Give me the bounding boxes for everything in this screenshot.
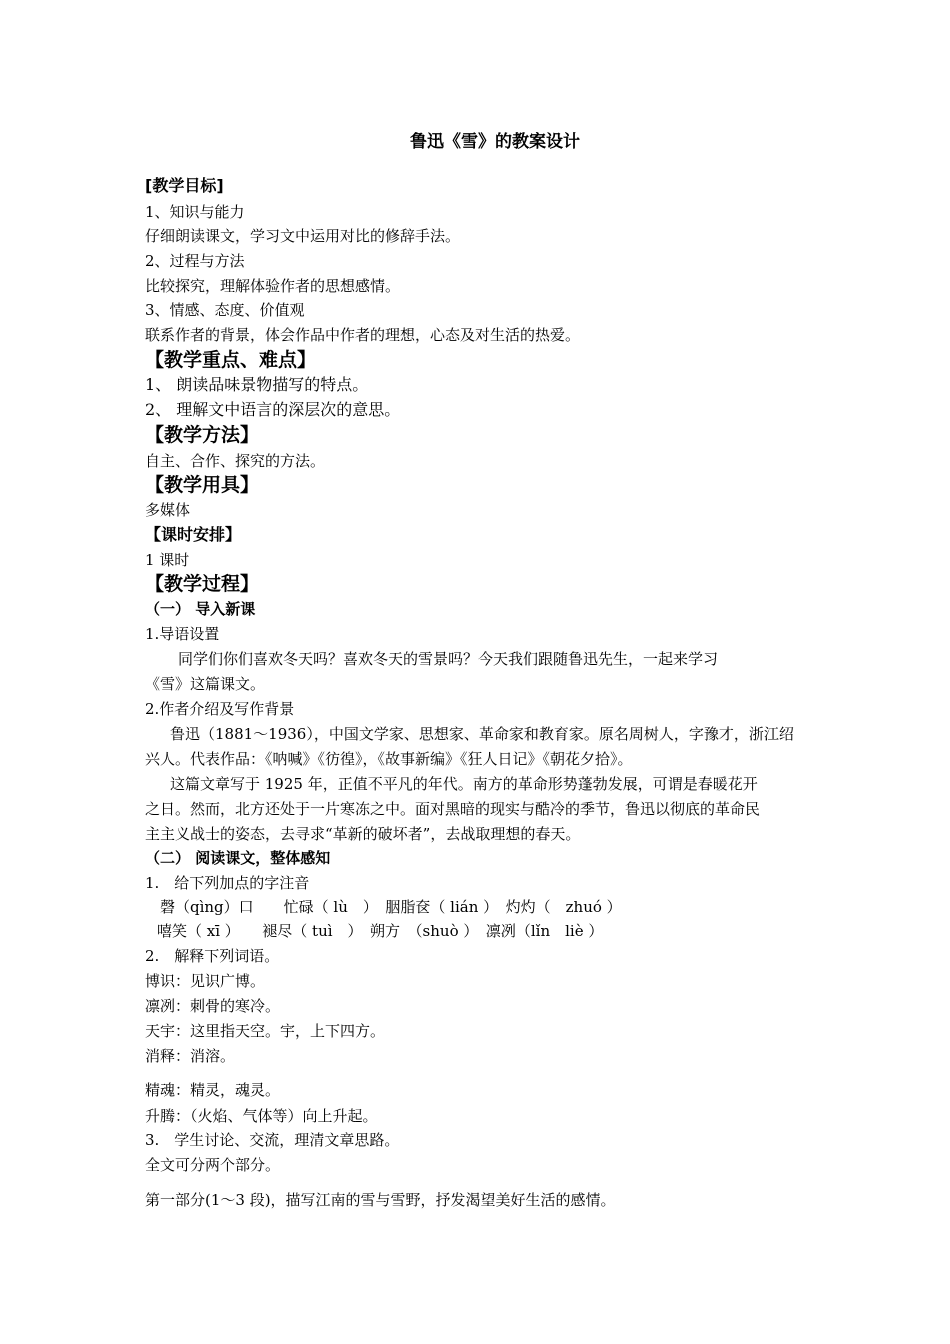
tools-text: 多媒体 [145, 501, 191, 519]
question-1: 1. 给下列加点的字注音 [145, 874, 310, 892]
keypoint-1: 1、 朗读品味景物描写的特点。 [145, 375, 369, 394]
background-line-3: 主主义战士的姿态，去寻求“革新的破坏者”，去战取理想的春天。 [145, 825, 581, 843]
intro-line-1: 同学们你们喜欢冬天吗？喜欢冬天的雪景吗？今天我们跟随鲁迅先生，一起来学习 [178, 650, 719, 668]
objective-label-1: 1、知识与能力 [145, 203, 245, 221]
objective-label-3: 3、情感、态度、价值观 [145, 301, 305, 319]
schedule-heading: 【课时安排】 [145, 525, 242, 544]
part1-sub2: 2.作者介绍及写作背景 [145, 700, 295, 718]
definition-3: 天宇：这里指天空。宇，上下四方。 [145, 1022, 386, 1040]
keypoint-2: 2、 理解文中语言的深层次的意思。 [145, 400, 401, 419]
definition-5: 精魂：精灵，魂灵。 [145, 1081, 281, 1099]
intro-line-2: 《雪》这篇课文。 [145, 675, 266, 693]
keypoints-heading: 【教学重点、难点】 [145, 349, 317, 371]
part-one-summary: 第一部分(1～3 段)，描写江南的雪与雪野，抒发渴望美好生活的感情。 [145, 1191, 616, 1209]
definition-4: 消释：消溶。 [145, 1047, 236, 1065]
tools-heading: 【教学用具】 [145, 474, 260, 496]
objective-text-3: 联系作者的背景，体会作品中作者的理想，心态及对生活的热爱。 [145, 326, 581, 344]
part1-sub1: 1.导语设置 [145, 625, 220, 643]
question-2: 2. 解释下列词语。 [145, 947, 280, 965]
part1-heading: （一） 导入新课 [145, 600, 256, 618]
definition-1: 博识：见识广博。 [145, 972, 266, 990]
document-title: 鲁迅《雪》的教案设计 [410, 132, 580, 152]
author-line-2: 兴人。代表作品：《呐喊》《彷徨》，《故事新编》《狂人日记》《朝花夕拾》。 [145, 750, 633, 768]
definition-2: 凛冽：刺骨的寒冷。 [145, 997, 281, 1015]
question-3: 3. 学生讨论、交流，理清文章思路。 [145, 1131, 400, 1149]
methods-heading: 【教学方法】 [145, 424, 260, 446]
definition-6: 升腾：（火焰、气体等）向上升起。 [145, 1107, 378, 1125]
schedule-text: 1 课时 [145, 551, 190, 569]
process-heading: 【教学过程】 [145, 573, 260, 595]
part2-heading: （二） 阅读课文，整体感知 [145, 849, 331, 867]
pinyin-row-2: 嘻笑（ xī ） 褪尽（ tuì ） 朔方 （shuò ） 凛冽（lǐn liè ） [157, 922, 604, 940]
question-3-text: 全文可分两个部分。 [145, 1156, 281, 1174]
author-line-1: 鲁迅（1881～1936），中国文学家、思想家、革命家和教育家。原名周树人，字豫才，浙江绍 [170, 725, 794, 743]
objective-text-1: 仔细朗读课文，学习文中运用对比的修辞手法。 [145, 227, 461, 245]
methods-text: 自主、合作、探究的方法。 [145, 452, 326, 470]
background-line-1: 这篇文章写于 1925 年，正值不平凡的年代。南方的革命形势蓬勃发展，可谓是春暖花开 [170, 775, 758, 793]
objective-text-2: 比较探究，理解体验作者的思想感情。 [145, 277, 401, 295]
pinyin-row-1: 磬（qìng）口 忙碌（ lù ） 胭脂奁（ lián ） 灼灼（ zhuó ） [160, 898, 622, 916]
objective-label-2: 2、过程与方法 [145, 252, 245, 270]
objectives-heading: [教学目标] [145, 176, 224, 195]
background-line-2: 之日。然而，北方还处于一片寒冻之中。面对黑暗的现实与酷冷的季节，鲁迅以彻底的革命民 [145, 800, 761, 818]
